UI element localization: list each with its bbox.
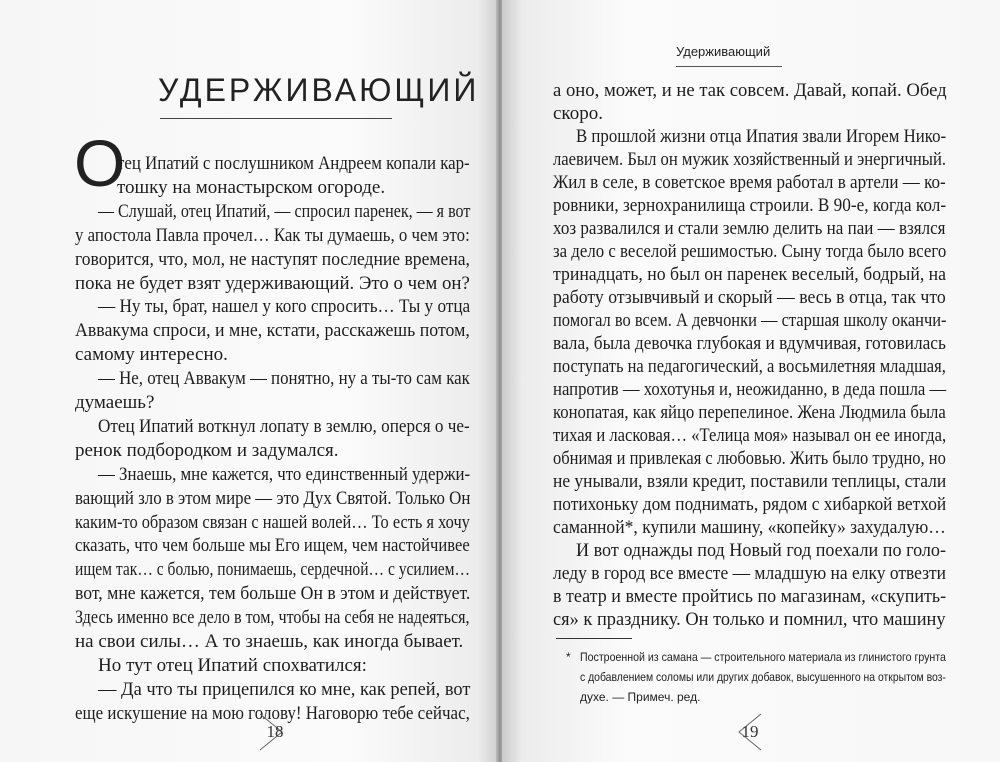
text-line: И вот однажды под Новый год поехали по голо- bbox=[576, 540, 947, 561]
text-line: тихая и ласковая… «Телица моя» называл он ее иногда, bbox=[553, 425, 947, 446]
text-line: тринадцать, но был он паренек веселый, бодрый, на bbox=[553, 264, 947, 285]
footnote-line: с добавлением соломы или других добавок, высушенного на открытом воз- bbox=[580, 670, 946, 684]
text-line: ищем так… с болью, понимаешь, сердечной… с усилием… bbox=[75, 559, 471, 581]
text-line: ся» к празднику. Он только и помнил, что машину bbox=[553, 609, 946, 630]
page-number-text: 19 bbox=[741, 722, 759, 741]
running-head-rule bbox=[676, 66, 782, 67]
text-line: Здесь именно все дело в том, чтобы на себя не надеяться, bbox=[75, 607, 470, 629]
text-line: не унывали, взяли кредит, поставили теплицы, стали bbox=[553, 471, 947, 492]
text-line: скоро. bbox=[553, 103, 603, 124]
text-line: В прошлой жизни отца Ипатия звали Игорем Нико- bbox=[576, 126, 947, 147]
text-line: — Знаешь, мне кажется, что единственный удержи- bbox=[98, 463, 471, 485]
text-line: ренок подбородком и задумался. bbox=[75, 439, 339, 461]
text-line: тошку на монастырском огороде. bbox=[117, 176, 386, 198]
text-line: в театр и вместе пройтись по магазинам, «скупить- bbox=[553, 586, 947, 607]
footnote-line: духе. — Примеч. ред. bbox=[580, 690, 701, 704]
text-line: саманной*, купили машину, «копейку» захудалую… bbox=[553, 517, 946, 538]
text-line: говорится, что, мол, не наступят последние времена, bbox=[75, 248, 470, 270]
text-line: конопатая, как яйцо перепелиное. Жена Людмила была bbox=[553, 402, 946, 423]
text-line: а оно, может, и не так совсем. Давай, копай. Обед bbox=[553, 80, 947, 101]
text-line: Но тут отец Ипатий спохватился: bbox=[98, 654, 367, 676]
text-line: на свои силы… А то знаешь, как иногда бывает. bbox=[75, 631, 464, 652]
text-line: — Ну ты, брат, нашел у кого спросить… Ты у отца bbox=[98, 296, 471, 318]
text-line: думаешь? bbox=[75, 392, 155, 413]
text-line: обнимая и привлекая с любовью. Жить было трудно, но bbox=[553, 448, 946, 469]
title-underline bbox=[160, 118, 392, 119]
page-number-text: 18 bbox=[266, 722, 284, 741]
text-line: ровники, зернохранилища строили. В 90-е, когда кол- bbox=[553, 195, 947, 216]
text-line: вающий зло в этом мире — это Дух Святой. Только Он bbox=[75, 487, 471, 509]
text-line: поступать на педагогический, а восьмилетняя младшая, bbox=[553, 356, 946, 377]
text-line: пока не будет взят удерживающий. Это о чем он? bbox=[75, 272, 470, 294]
text-line: лаевичем. Был он мужик хозяйственный и энергичный. bbox=[553, 149, 947, 170]
text-line: самому интересно. bbox=[75, 344, 228, 366]
text-line: у апостола Павла прочел… Как ты думаешь, о чем это: bbox=[75, 224, 470, 246]
drop-cap: О bbox=[74, 126, 126, 200]
text-line: — Да что ты прицепился ко мне, как репей, вот bbox=[98, 678, 471, 700]
text-line: еще искушение на мою голову! Наговорю тебе сейчас, bbox=[75, 702, 470, 724]
text-line: потихоньку дом поднимать, рядом с хибаркой ветхой bbox=[553, 494, 947, 515]
text-line: вала, была девочка глубокая и вдумчивая, готовилась bbox=[553, 333, 946, 354]
page-number-right bbox=[727, 712, 767, 752]
text-line: — Слушай, отец Ипатий, — спросил паренек, — я вот bbox=[98, 200, 471, 222]
text-line: работу отзывчивый и скорый — весь в отца, так что bbox=[553, 287, 946, 308]
chapter-title: УДЕРЖИВАЮЩИЙ bbox=[158, 72, 480, 108]
text-line: вот, мне кажется, тем больше Он в этом и действует. bbox=[75, 583, 471, 605]
page-number-left bbox=[258, 712, 298, 752]
footnote-rule bbox=[556, 638, 632, 639]
text-line: помогал во всем. А девчонки — старшая школу оканчи- bbox=[553, 310, 947, 331]
text-line: хоз развалился и стали землю делить на паи — взялся bbox=[553, 218, 946, 239]
text-line: сказать, что чем больше мы Его ищем, чем настойчивее bbox=[75, 535, 470, 557]
text-line: напротив — хохотунья и, неожиданно, в деда пошла — bbox=[553, 379, 947, 400]
text-line: Жил в селе, в советское время работал в артели — ко- bbox=[553, 172, 946, 193]
text-line: Аввакума спроси, и мне, кстати, расскажешь потом, bbox=[75, 320, 470, 342]
text-line: — Не, отец Аввакум — понятно, ну а ты-то сам как bbox=[98, 368, 470, 390]
footnote-marker: * bbox=[566, 650, 571, 664]
text-line: леду в город все вместе — младшую на елку отвезти bbox=[553, 563, 946, 584]
footnote-line: Построенной из самана — строительного материала из глинистого грунта bbox=[580, 650, 946, 664]
running-head: Удерживающий bbox=[676, 44, 771, 59]
left-page bbox=[0, 0, 498, 762]
text-line: за дело с веселой решимостью. Сыну тогда было всего bbox=[553, 241, 947, 262]
text-line: каким-то образом связан с нашей волей… То есть я хочу bbox=[75, 511, 470, 533]
text-line: Отец Ипатий воткнул лопату в землю, оперся о че- bbox=[98, 415, 470, 437]
text-line: тец Ипатий с послушником Андреем копали кар- bbox=[117, 153, 470, 174]
